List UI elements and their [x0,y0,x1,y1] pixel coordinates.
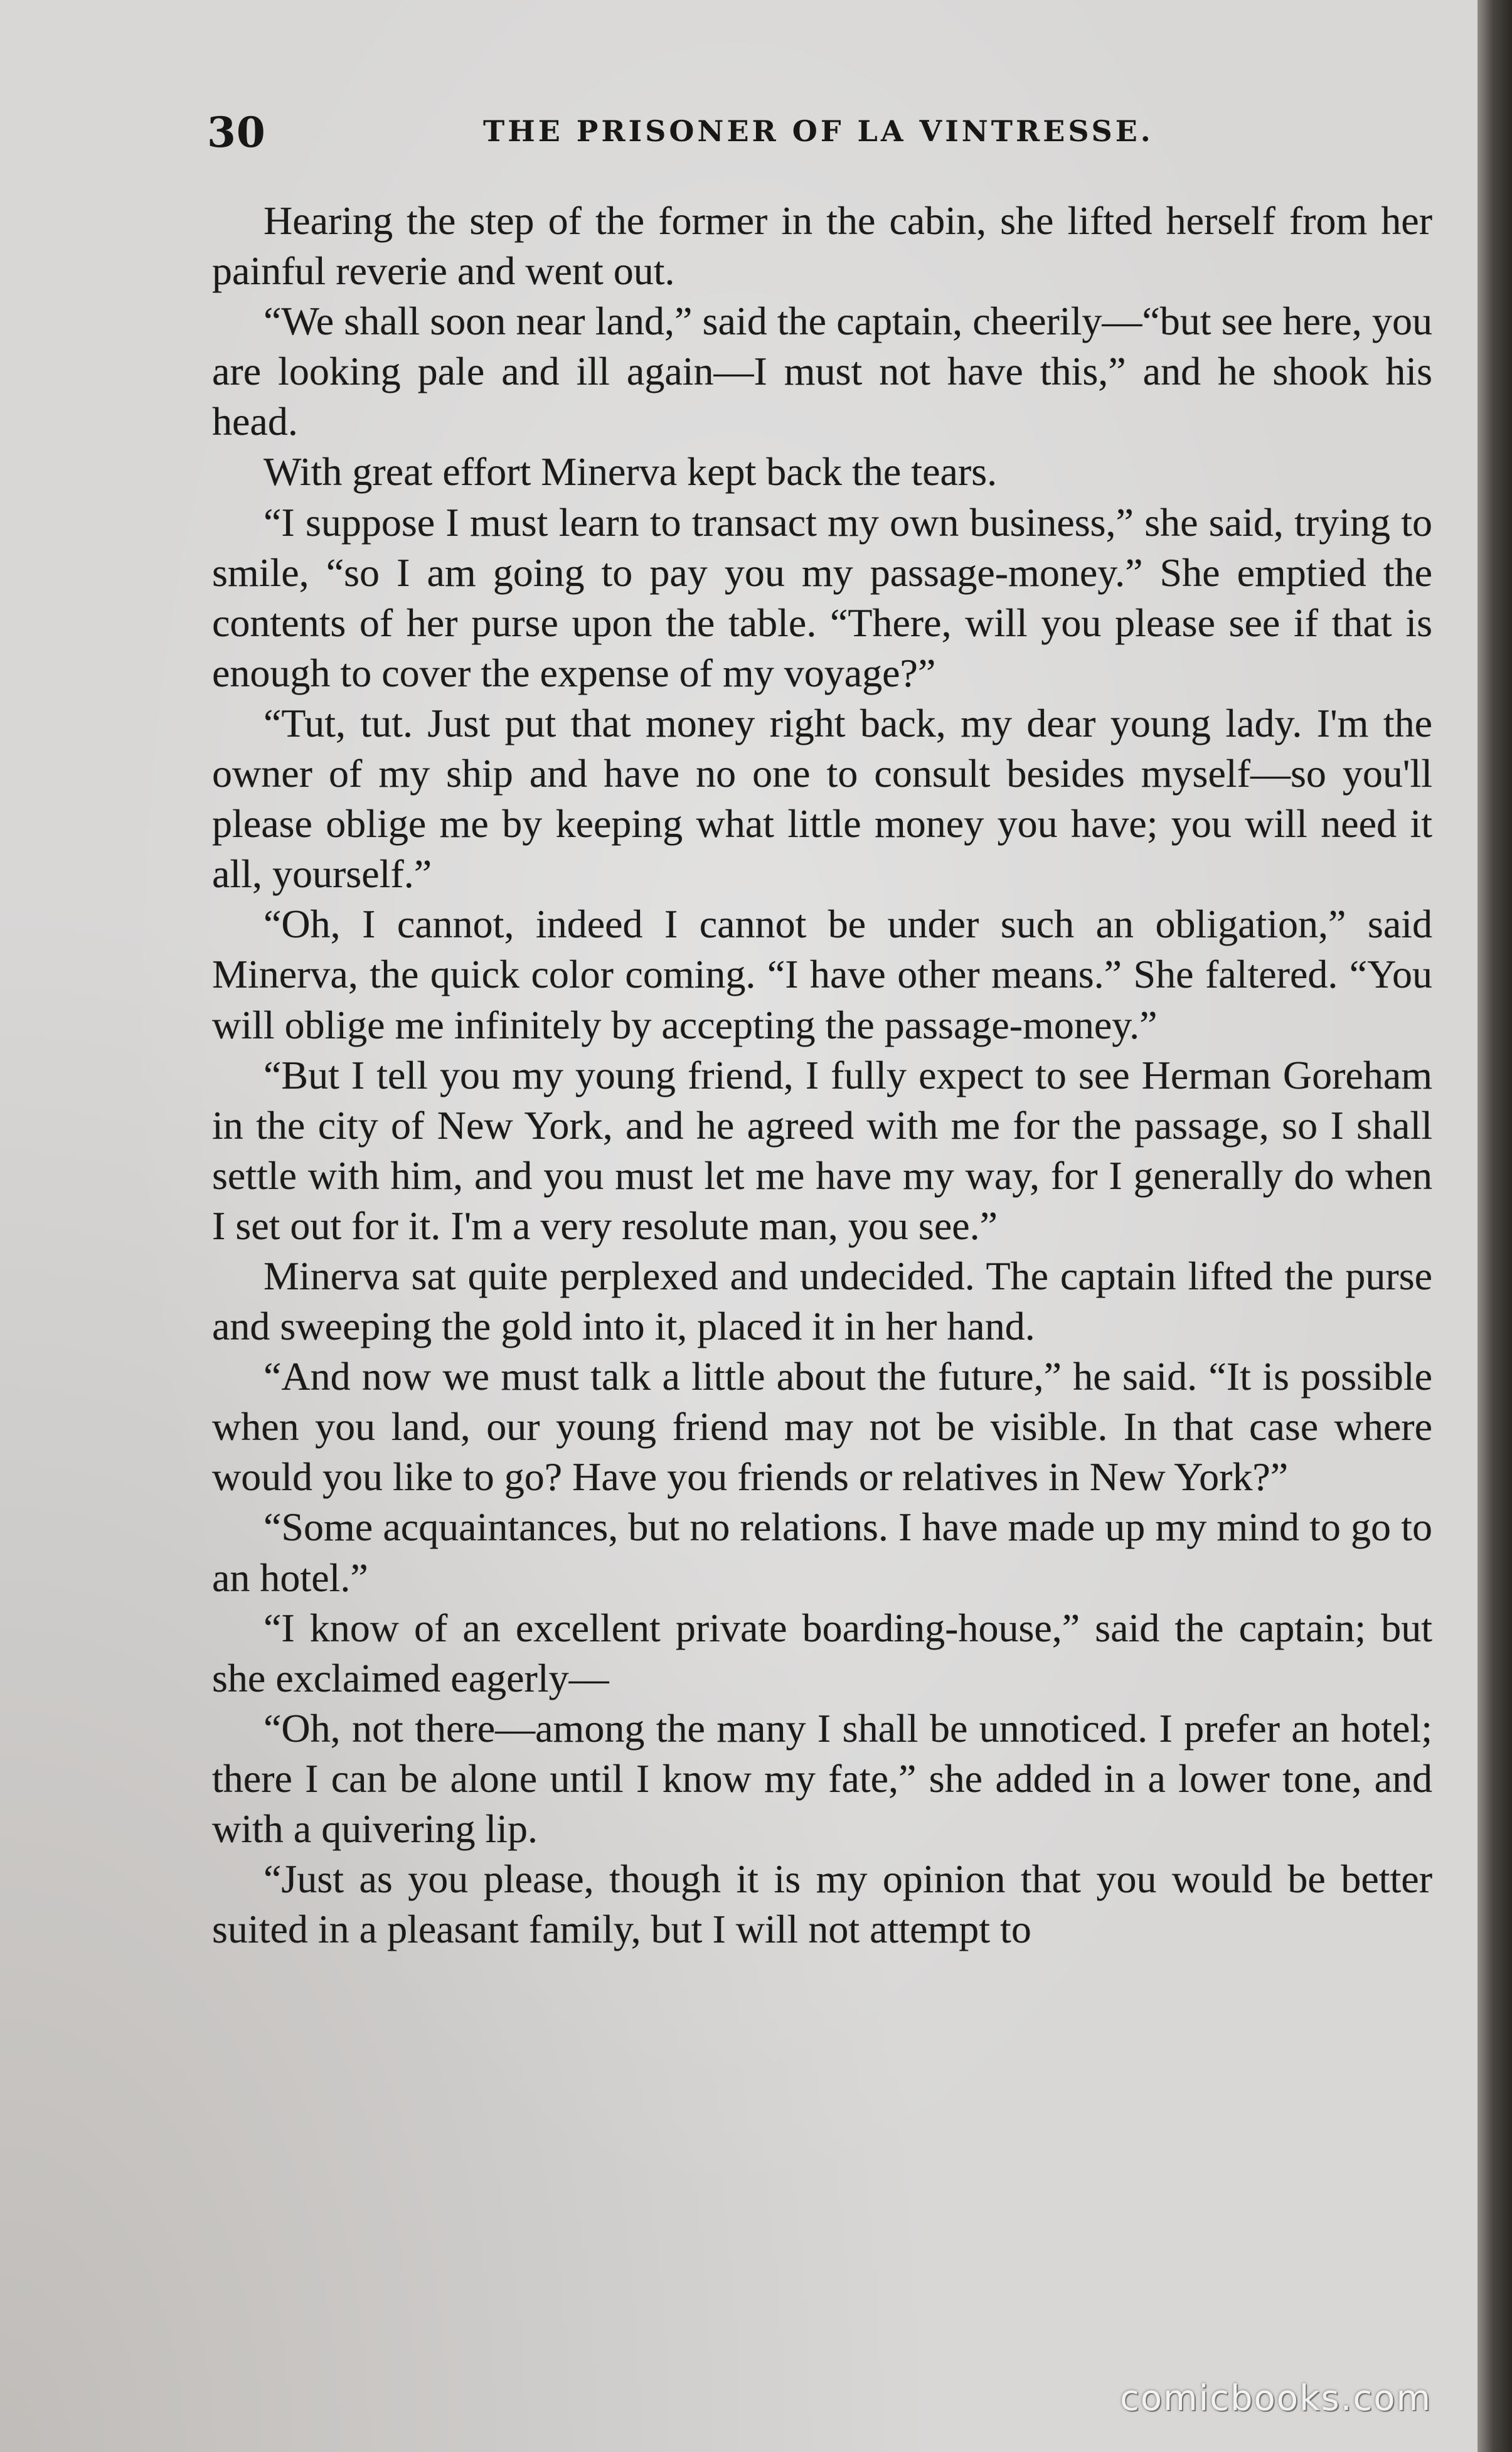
book-spine-edge [1477,0,1512,2452]
paragraph: “I know of an excellent private boarding-house,” said the captain; but she exclaimed eagerly— [212,1605,1432,1700]
body-text [212,196,1432,1954]
paragraph: “And now we must talk a little about the future,” he said. “It is possible when you land, our young friend may not be visible. In that case where would you like to go? Have you friends or relatives in New York?” [212,1354,1432,1500]
paragraph: “Oh, not there—among the many I shall be unnoticed. I prefer an hotel; there I can be alone until I know my fate,” she added in a lower tone, and with a quivering lip. [212,1705,1432,1851]
page-number: 30 [207,108,266,157]
paragraph: “I suppose I must learn to transact my own business,” she said, trying to smile, “so I am going to pay you my passage-money.” She emptied the contents of her purse upon the table. “There, will you please see if that is enough to cover the expense of my voyage?” [212,499,1432,695]
paragraph: “Just as you please, though it is my opinion that you would be better suited in a pleasant family, but I will not attempt to [212,1857,1432,1952]
running-title: THE PRISONER OF LA VINTRESSE. [483,114,1154,148]
paragraph: Minerva sat quite perplexed and undecided. The captain lifted the purse and sweeping the gold into it, placed it in her hand. [212,1253,1432,1349]
paragraph: “Some acquaintances, but no relations. I have made up my mind to go to an hotel.” [212,1505,1432,1600]
paragraph: Hearing the step of the former in the cabin, she lifted herself from her painful reverie and went out. [212,198,1432,294]
paragraph: “But I tell you my young friend, I fully expect to see Herman Goreham in the city of New York, and he agreed with me for the passage, so I shall settle with him, and you must let me have my way, for I generally do when I set out for it. I'm a very resolute man, you see.” [212,1052,1432,1248]
paragraph: With great effort Minerva kept back the tears. [264,449,998,494]
page-header [207,108,1449,164]
watermark: comicbooks.com [1120,2378,1432,2419]
paragraph: “Tut, tut. Just put that money right back, my dear young lady. I'm the owner of my ship and have no one to consult besides myself—so you'll please oblige me by keeping what little money you have; you will need it all, yourself.” [212,700,1432,897]
paragraph: “We shall soon near land,” said the captain, cheerily—“but see here, you are looking pale and ill again—I must not have this,” and he shook his head. [212,299,1432,444]
paragraph: “Oh, I cannot, indeed I cannot be under such an obligation,” said Minerva, the quick color coming. “I have other means.” She faltered. “You will oblige me infinitely by accepting the passage-money.” [212,902,1432,1047]
